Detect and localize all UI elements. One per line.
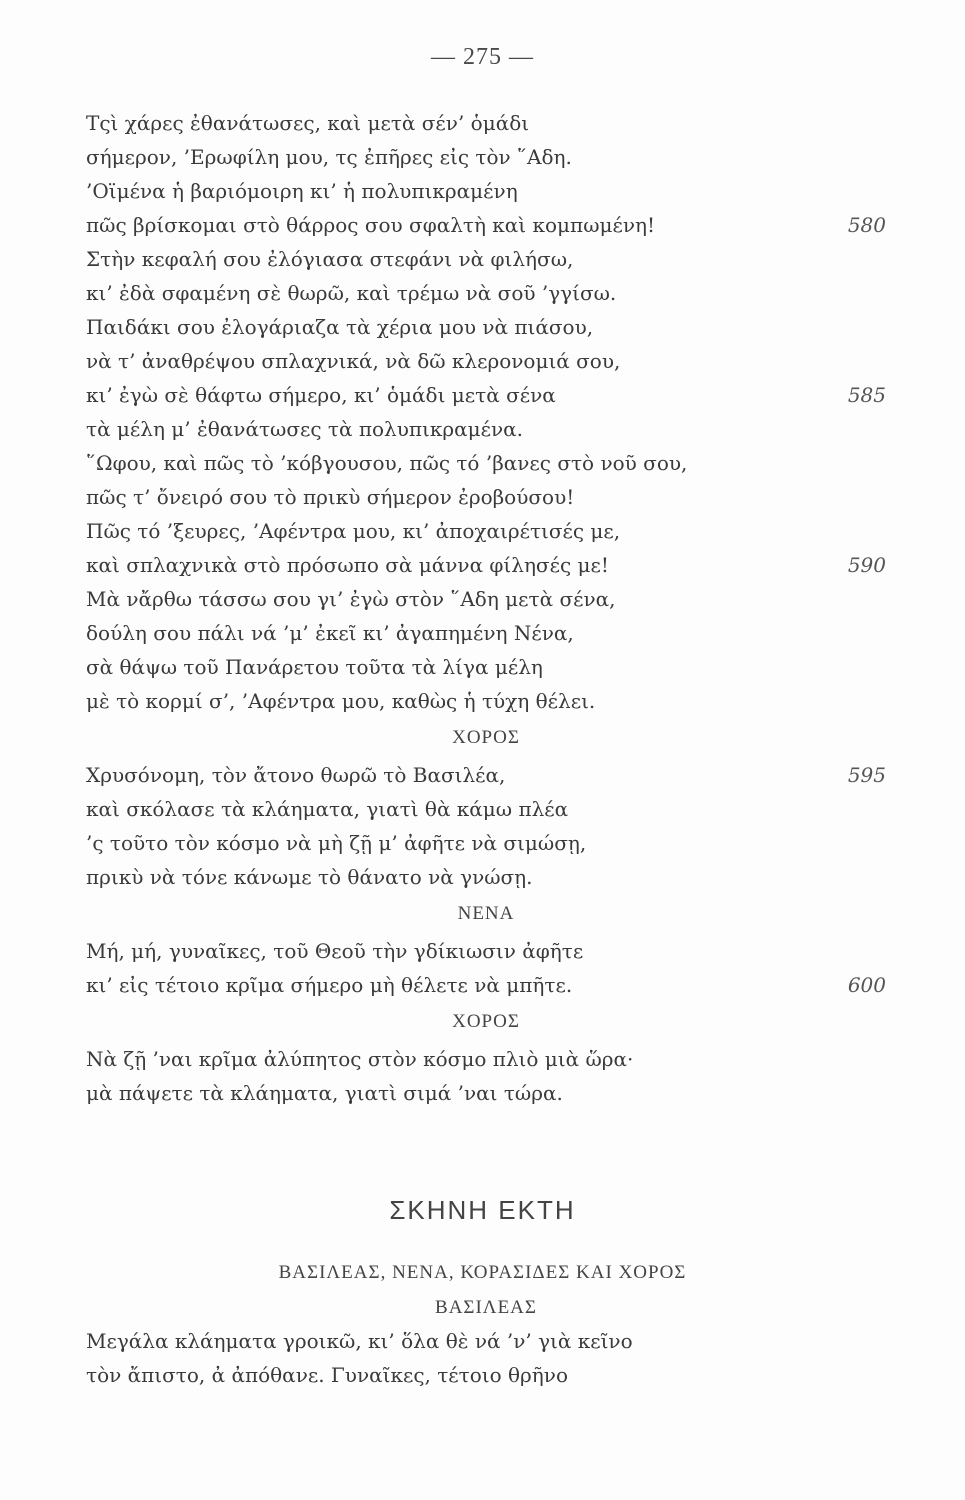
verse-line <box>86 106 886 140</box>
verse-text: ’ς τοῦτο τὸν κόσμο νὰ μὴ ζῇ μ’ ἀφῆτε νὰ σιμώσῃ, <box>86 831 587 855</box>
line-number: 580 <box>847 213 886 237</box>
verse-text: Μὰ νἄρθω τάσσω σου γι’ ἐγὼ στὸν ῞Αδη μετὰ σένα, <box>86 587 616 611</box>
verse-text: μὲ τὸ κορμί σ’, ’Αφέντρα μου, καθὼς ἡ τύχη θέλει. <box>86 689 596 713</box>
speaker-heading: ΝΕΝΑ <box>457 903 515 924</box>
verse-text: τὸν ἄπιστο, ἀ ἀπόθανε. Γυναῖκες, τέτοιο θρῆνο <box>86 1363 568 1387</box>
verse-text: Πῶς τό ’ξευρες, ’Αφέντρα μου, κι’ ἀποχαιρέτισές με, <box>86 519 621 543</box>
page-number: — 275 — <box>431 44 534 70</box>
verse-line <box>86 684 886 718</box>
speaker-heading: ΧΟΡΟΣ <box>452 727 520 748</box>
verse-line <box>86 174 886 208</box>
verse-line <box>86 344 886 378</box>
verse-line <box>86 1324 886 1358</box>
verse-text: κι’ ἐγὼ σὲ θάφτω σήμερο, κι’ ὁμάδι μετὰ σένα <box>86 383 556 407</box>
verse-line <box>86 934 886 968</box>
verse-text: τὰ μέλη μ’ ἐθανάτωσες τὰ πολυπικραμένα. <box>86 417 523 441</box>
verse-line <box>86 758 886 792</box>
speaker-heading: ΧΟΡΟΣ <box>452 1011 520 1032</box>
verse-text: Μεγάλα κλάηματα γροικῶ, κι’ ὅλα θὲ νά ’ν’ γιὰ κεῖνο <box>86 1329 633 1353</box>
verse-block-king <box>86 1292 886 1392</box>
verse-text: κι’ ἐδὰ σφαμένη σὲ θωρῶ, καὶ τρέμω νὰ σοῦ ’γγίσω. <box>86 281 617 305</box>
verse-line <box>86 242 886 276</box>
verse-line <box>86 310 886 344</box>
verse-text: Τςὶ χάρες ἐθανάτωσες, καὶ μετὰ σέν’ ὁμάδι <box>86 111 530 135</box>
verse-block <box>86 106 886 1110</box>
verse-line <box>86 446 886 480</box>
verse-text: Νὰ ζῇ ’ναι κρῖμα ἀλύπητος στὸν κόσμο πλιὸ μιὰ ὥρα· <box>86 1047 634 1071</box>
scene-title: ΣΚΗΝΗ ΕΚΤΗ <box>389 1195 576 1225</box>
verse-text: πρικὺ νὰ τόνε κάνωμε τὸ θάνατο νὰ γνώσῃ. <box>86 865 533 889</box>
speaker-heading: ΒΑΣΙΛΕΑΣ <box>435 1297 537 1318</box>
verse-line <box>86 548 886 582</box>
verse-text: δούλη σου πάλι νά ’μ’ ἐκεῖ κι’ ἀγαπημένη Νένα, <box>86 621 574 645</box>
verse-line <box>86 276 886 310</box>
verse-text: Χρυσόνομη, τὸν ἄτονο θωρῶ τὸ Βασιλέα, <box>86 763 506 787</box>
verse-line <box>86 1042 886 1076</box>
verse-text: σήμερον, ’Ερωφίλη μου, τς ἐπῆρες εἰς τὸν ῞Αδη. <box>86 145 572 169</box>
verse-text: μὰ πάψετε τὰ κλάηματα, γιατὶ σιμά ’ναι τώρα. <box>86 1081 563 1105</box>
verse-text: νὰ τ’ ἀναθρέψου σπλαχνικά, νὰ δῶ κλερονομιά σου, <box>86 349 621 373</box>
verse-line <box>86 826 886 860</box>
verse-line <box>86 582 886 616</box>
verse-line <box>86 616 886 650</box>
verse-text: Στὴν κεφαλή σου ἐλόγιασα στεφάνι νὰ φιλήσω, <box>86 247 574 271</box>
verse-line <box>86 480 886 514</box>
verse-text: καὶ σπλαχνικὰ στὸ πρόσωπο σὰ μάννα φίλησές με! <box>86 553 609 577</box>
verse-line <box>86 650 886 684</box>
verse-text: πῶς τ’ ὄνειρό σου τὸ πρικὺ σήμερον ἐροβούσου! <box>86 485 575 509</box>
verse-line <box>86 412 886 446</box>
verse-line <box>86 968 886 1002</box>
line-number: 600 <box>847 973 886 997</box>
verse-line <box>86 208 886 242</box>
verse-line <box>86 860 886 894</box>
line-number: 590 <box>847 553 886 577</box>
verse-line <box>86 378 886 412</box>
verse-text: Μή, μή, γυναῖκες, τοῦ Θεοῦ τὴν γδίκιωσιν ἀφῆτε <box>86 939 584 963</box>
verse-text: κι’ εἰς τέτοιο κρῖμα σήμερο μὴ θέλετε νὰ μπῆτε. <box>86 973 573 997</box>
verse-text: ’Οϊμένα ἡ βαριόμοιρη κι’ ἡ πολυπικραμένη <box>86 179 518 203</box>
scene-cast: ΒΑΣΙΛΕΑΣ, ΝΕΝΑ, ΚΟΡΑΣΙΔΕΣ ΚΑΙ ΧΟΡΟΣ <box>278 1262 687 1283</box>
verse-text: σὰ θάψω τοῦ Πανάρετου τοῦτα τὰ λίγα μέλη <box>86 655 543 679</box>
verse-line <box>86 1358 886 1392</box>
verse-line <box>86 1076 886 1110</box>
verse-text: πῶς βρίσκομαι στὸ θάρρος σου σφαλτὴ καὶ κομπωμένη! <box>86 213 656 237</box>
verse-text: καὶ σκόλασε τὰ κλάηματα, γιατὶ θὰ κάμω πλέα <box>86 797 569 821</box>
line-number: 585 <box>847 383 886 407</box>
verse-line <box>86 514 886 548</box>
verse-text: ῞Ωφου, καὶ πῶς τὸ ’κόβγουσου, πῶς τό ’βανες στὸ νοῦ σου, <box>86 451 688 475</box>
verse-line <box>86 792 886 826</box>
verse-text: Παιδάκι σου ἐλογάριαζα τὰ χέρια μου νὰ πιάσου, <box>86 315 594 339</box>
verse-line <box>86 140 886 174</box>
line-number: 595 <box>847 763 886 787</box>
